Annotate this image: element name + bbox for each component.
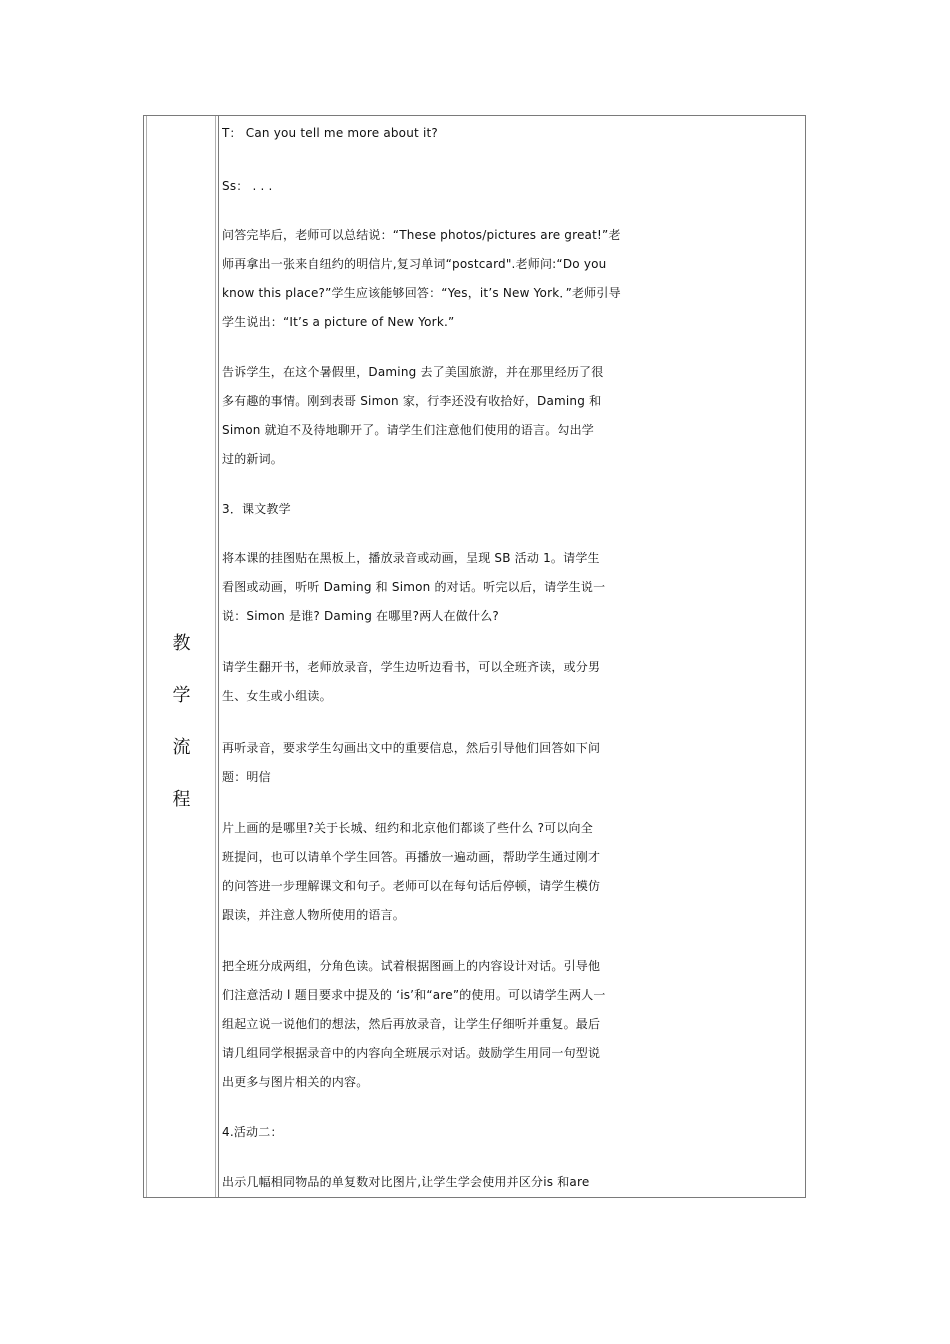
text-line: T： Can you tell me more about it? [222, 126, 438, 140]
text-line: 看图或动画，听听 Daming 和 Simon 的对话。听完以后，请学生说一 [222, 580, 606, 594]
text-line: Simon 就迫不及待地聊开了。请学生们注意他们使用的语言。勾出学 [222, 423, 595, 437]
text-line: 片上画的是哪里?关于长城、纽约和北京他们都谈了些什么 ?可以向全 [222, 821, 593, 835]
section-label-char: 学 [172, 685, 191, 706]
paragraph-activity-two [222, 1168, 806, 1197]
paragraph-relisten [222, 734, 806, 792]
lesson-content-cell [222, 116, 806, 1197]
section-label-cell [144, 116, 219, 1197]
text-line: 把全班分成两组，分角色读。试着根据图画上的内容设计对话。引导他 [222, 959, 601, 973]
text-line: know this place?”学生应该能够回答：“Yes，it’s New York．”老师引导 [222, 286, 621, 300]
paragraph-text-teaching [222, 544, 806, 631]
text-line: 题：明信 [222, 770, 271, 784]
text-line: 们注意活动 l 题目要求中提及的 ‘is’和“are”的使用。可以请学生两人一 [222, 988, 606, 1002]
text-line: 过的新词。 [222, 452, 284, 466]
text-line: 请学生翻开书，老师放录音，学生边听边看书，可以全班齐读，或分男 [222, 660, 601, 674]
text-line: 将本课的挂图贴在黑板上，播放录音或动画，呈现 SB 活动 1。请学生 [222, 551, 600, 565]
text-line: 出更多与图片相关的内容。 [222, 1075, 369, 1089]
text-line: Ss： . . . [222, 179, 273, 193]
section-label-char: 程 [172, 789, 191, 810]
text-line: 生、女生或小组读。 [222, 689, 332, 703]
paragraph-role-play [222, 952, 806, 1097]
dialogue-students-line [222, 172, 806, 201]
lesson-table [143, 115, 806, 1198]
section-label-char: 教 [172, 633, 191, 654]
paragraph-reading [222, 653, 806, 711]
text-line: 多有趣的事情。刚到表哥 Simon 家，行李还没有收拾好，Daming 和 [222, 394, 602, 408]
text-line: 师再拿出一张来自纽约的明信片,复习单词“postcard".老师问:“Do you [222, 257, 607, 271]
text-line: 学生说出：“It’s a picture of New York.” [222, 315, 455, 329]
dialogue-teacher-line [222, 119, 806, 148]
text-line: 班提问，也可以请单个学生回答。再播放一遍动画，帮助学生通过刚才 [222, 850, 601, 864]
paragraph-summary [222, 221, 806, 337]
text-line: 组起立说一说他们的想法，然后再放录音，让学生仔细听并重复。最后 [222, 1017, 601, 1031]
text-line: 再听录音，要求学生勾画出文中的重要信息，然后引导他们回答如下问 [222, 741, 601, 755]
section-heading-3 [222, 495, 806, 524]
text-line: 4.活动二： [222, 1125, 283, 1139]
text-line: 3．课文教学 [222, 502, 291, 516]
section-heading-4 [222, 1118, 806, 1147]
text-line: 出示几幅相同物品的单复数对比图片,让学生学会使用并区分is 和are [222, 1175, 590, 1189]
text-line: 告诉学生，在这个暑假里，Daming 去了美国旅游，并在那里经历了很 [222, 365, 604, 379]
text-line: 说：Simon 是谁? Daming 在哪里?两人在做什么? [222, 609, 499, 623]
text-line: 跟读，并注意人物所使用的语言。 [222, 908, 406, 922]
text-line: 问答完毕后，老师可以总结说：“These photos/pictures are great!”老 [222, 228, 621, 242]
paragraph-questions [222, 814, 806, 930]
paragraph-story-intro [222, 358, 806, 474]
text-line: 请几组同学根据录音中的内容向全班展示对话。鼓励学生用同一句型说 [222, 1046, 601, 1060]
text-line: 的问答进一步理解课文和句子。老师可以在每句话后停顿，请学生模仿 [222, 879, 601, 893]
section-label-char: 流 [172, 737, 191, 758]
